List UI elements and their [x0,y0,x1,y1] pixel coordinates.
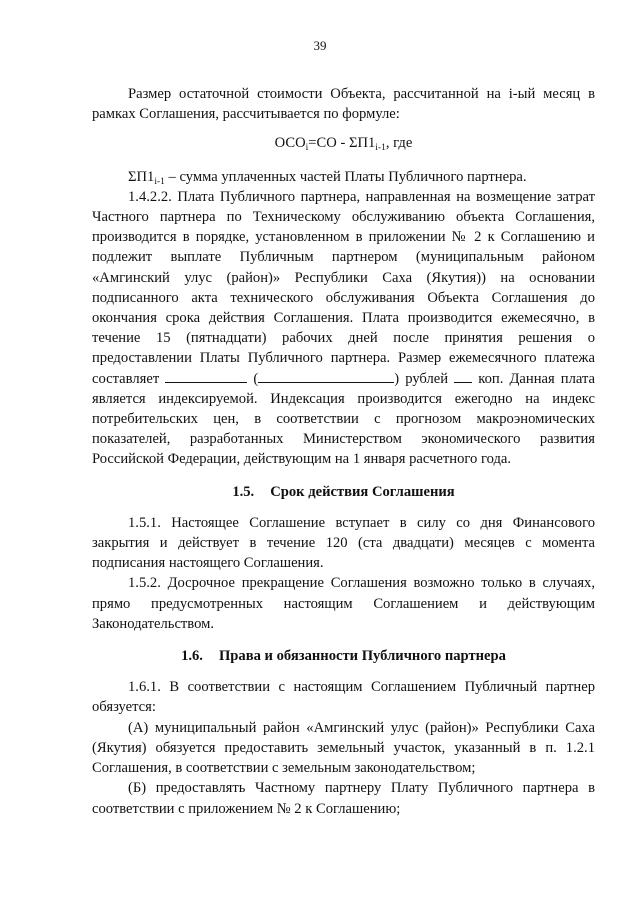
paragraph-1-6-1: 1.6.1. В соответствии с настоящим Соглашением Публичный партнер обязуется: [92,679,595,716]
section-number: 1.5. [232,483,255,500]
section-number: 1.6. [181,648,203,665]
formula-middle: =СО - ΣП1 [308,135,376,152]
amount-words-blank [258,369,394,383]
paren-open: ( [253,370,259,387]
paragraph-item-b: (Б) предоставлять Частному партнеру Плату Публичного партнера в соответствии с приложением № 2 к Соглашению; [92,780,595,817]
section-title: Срок действия Соглашения [270,483,455,500]
formula-left: ОСО [274,135,306,152]
document-body [92,84,595,819]
section-heading-1-6 [92,646,595,666]
formula-sub-i-1: i-1 [375,143,386,154]
definition-symbol: ΣП1 [128,168,155,185]
paragraph-1-5-2: 1.5.2. Досрочное прекращение Соглашения возможно только в случаях, прямо предусмотренных настоящим Соглашением и действующим Законодательством. [92,575,595,632]
paragraph-residual-value: Размер остаточной стоимости Объекта, рассчитанной на i-ый месяц в рамках Соглашения, рассчитывается по формуле: [92,86,595,123]
definition-sub: i-1 [154,176,165,187]
definition-text: – сумма уплаченных частей Платы Публичного партнера. [164,168,527,185]
formula-tail: , где [385,135,413,152]
section-heading-1-5 [92,482,595,502]
rubles-text: ) рублей [394,370,449,387]
formula [92,133,595,153]
amount-blank [165,369,247,383]
section-title: Права и обязанности Публичного партнера [218,648,506,665]
paragraph-1-4-2-2-text: 1.4.2.2. Плата Публичного партнера, направленная на возмещение затрат Частного партнера по Техническому обслуживанию объекта Соглашения, производится в порядке, установленном в приложении № 2 к Соглашению и подлежит выплате Публичным партнером (муниципальным районом «Амгинский улус (район)» Республики Саха (Якутия)) на основании подписанного акта технического обслуживания Объекта Соглашения до окончания срока действия Соглашения. Плата производится ежемесячно, в течение 15 (пятнадцати) рабочих дней после принятия решения о предоставлении Платы Публичного партнера. Размер ежемесячного платежа составляет [92,188,595,387]
paragraph-item-a: (А) муниципальный район «Амгинский улус (район)» Республики Саха (Якутия) обязуется предоставить земельный участок, указанный в п. 1.2.1 Соглашения, в соответствии с земельным законодательством; [92,719,595,777]
kopecks-text: коп. [478,370,504,387]
paragraph-1-4-2-2 [92,187,595,470]
formula-sub-i: i [305,143,309,154]
indexation-text: Данная плата является индексируемой. Индексация производится ежегодно на индекс потребительских цен, в соответствии с прогнозом макроэномических показателей, разработанных Министерством экономического развития Российской Федерации, действующим на 1 января расчетного года. [92,370,596,468]
formula-definition [92,167,595,187]
kopecks-blank [454,369,472,383]
page-number: 39 [313,38,327,53]
paragraph-1-5-1: 1.5.1. Настоящее Соглашение вступает в силу со дня Финансового закрытия и действует в течение 120 (ста двадцати) месяцев с момента подписания настоящего Соглашения. [92,514,595,572]
